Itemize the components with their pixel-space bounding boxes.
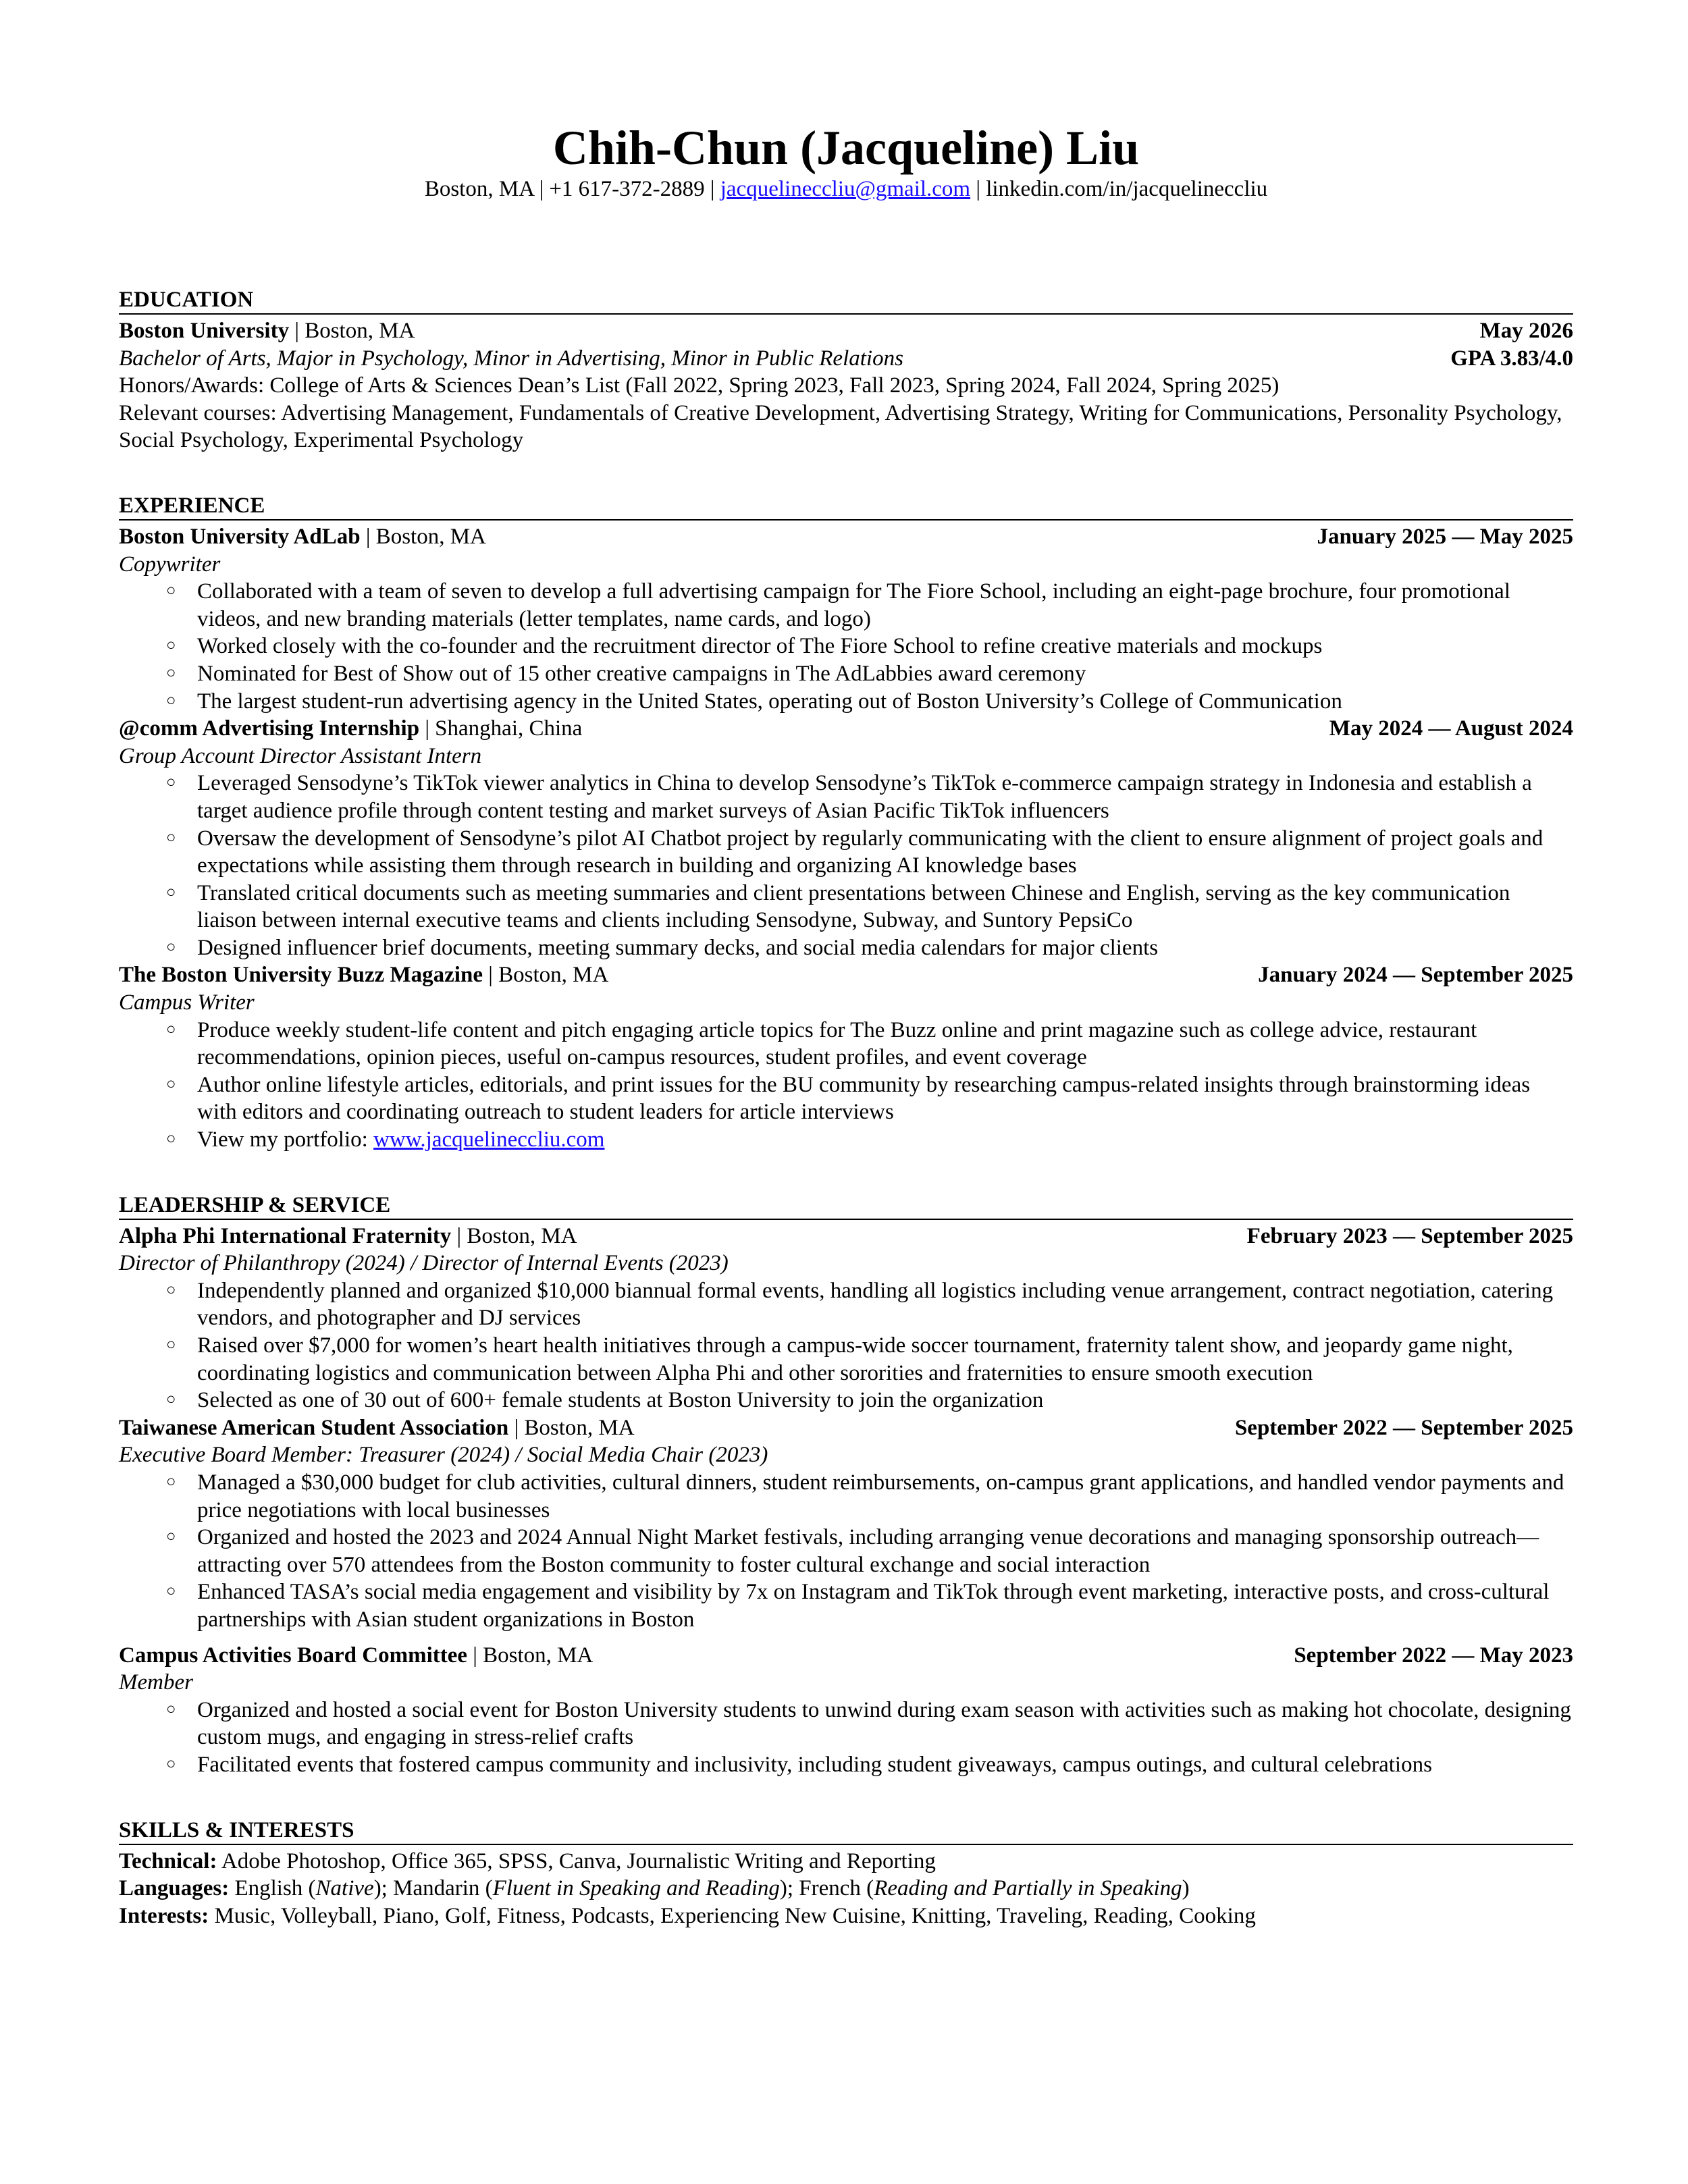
bullet: ○ Worked closely with the co-founder and the recruitment director of The Fiore School to refine creative materials and mockups (197, 633, 1573, 660)
job-date: May 2024 — August 2024 (1329, 716, 1573, 741)
education-heading: EDUCATION (119, 286, 1573, 315)
job-role: Group Account Director Assistant Intern (119, 743, 482, 768)
contact-phone: +1 617-372-2889 (549, 177, 705, 201)
leadership-date: February 2023 — September 2025 (1246, 1223, 1573, 1248)
technical-skills: Technical: Adobe Photoshop, Office 365, SPSS, Canva, Journalistic Writing and Reporting (119, 1848, 936, 1873)
education-section (119, 286, 1573, 454)
contact-location: Boston, MA (424, 177, 534, 201)
education-degree-row (119, 345, 1573, 373)
bullet: ○ Nominated for Best of Show out of 15 other creative campaigns in The AdLabbies award ceremony (197, 660, 1573, 688)
relevant-courses: Relevant courses: Advertising Management, Fundamentals of Creative Development, Advertising Strategy, Writing for Communications, Personality Psychology, Social Psychology, Experimental Psychology (119, 400, 1562, 453)
bullet: ○ Translated critical documents such as meeting summaries and client presentations between Chinese and English, serving as the key communication liaison between internal executive teams and clients including Sensodyne, Subway, and Suntory PepsiCo (197, 880, 1573, 934)
job-date: January 2024 — September 2025 (1258, 963, 1573, 988)
leadership-heading: LEADERSHIP & SERVICE (119, 1192, 1573, 1220)
leadership-bullets (119, 1469, 1573, 1634)
leadership-org: Taiwanese American Student Association (119, 1415, 509, 1440)
bullet: ○ Designed influencer brief documents, meeting summary decks, and social media calendars for major clients (197, 934, 1573, 962)
job-date: January 2025 — May 2025 (1317, 524, 1573, 549)
leadership-bullets (119, 1697, 1573, 1779)
bullet: ○ Collaborated with a team of seven to develop a full advertising campaign for The Fiore School, including an eight-page brochure, four promotional videos, and new branding materials (letter templates, name cards, and logo) (197, 578, 1573, 633)
job-bullets (119, 1017, 1573, 1154)
leadership-bullets (119, 1277, 1573, 1414)
bullet: ○ Oversaw the development of Sensodyne’s pilot AI Chatbot project by regularly communicating with the client to ensure alignment of project goals and expectations while assisting them through research in building and organizing AI knowledge bases (197, 825, 1573, 880)
leadership-org: Alpha Phi International Fraternity (119, 1223, 452, 1248)
resume-content (119, 286, 1573, 1929)
leadership-date: September 2022 — September 2025 (1234, 1415, 1573, 1440)
leadership-entry: Alpha Phi International Fraternity | Boston, MA February 2023 — September 2025 Director of Philanthropy (2024) / Director of Internal Events (2023) ○ Independently planned and organized $10,000 biannual formal events, handling all logistics including venue arrangement, contract negotiation, catering vendors, and photographer and DJ services ○ Raised over $7,000 for women’s heart health initiatives through a campus-wide soccer tournament, fraternity talent show, and jeopardy game night, coordinating logistics and communication between Alpha Phi and other sororities and fraternities to ensure smooth execution ○ Selected as one of 30 out of 600+ female students at Boston University to join the organization (119, 1223, 1573, 1414)
honors: Honors/Awards: College of Arts & Sciences Dean’s List (Fall 2022, Spring 2023, Fall 2023, Spring 2024, Fall 2024, Spring 2025) (119, 373, 1280, 398)
bullet: ○ Facilitated events that fostered campus community and inclusivity, including student giveaways, campus outings, and cultural celebrations (197, 1751, 1573, 1779)
gpa: GPA 3.83/4.0 (1450, 346, 1573, 371)
degree: Bachelor of Arts, Major in Psychology, Minor in Advertising, Minor in Public Relations (119, 346, 903, 371)
resume-name: Chih-Chun (Jacqueline) Liu (552, 121, 1140, 175)
contact-email-link[interactable]: jacquelineccliu@gmail.com (720, 177, 971, 201)
portfolio-link[interactable]: www.jacquelineccliu.com (373, 1127, 605, 1152)
education-date: May 2026 (1479, 319, 1573, 343)
bullet: ○ Author online lifestyle articles, editorials, and print issues for the BU community by researching campus-related insights through brainstorming ideas with editors and coordinating outreach to student leaders for article interviews (197, 1071, 1573, 1126)
experience-section (119, 492, 1573, 1154)
bullet: ○ Organized and hosted a social event for Boston University students to unwind during exam season with activities such as making hot chocolate, designing custom mugs, and engaging in stress-relief crafts (197, 1697, 1573, 1751)
bullet: ○ Leveraged Sensodyne’s TikTok viewer analytics in China to develop Sensodyne’s TikTok e-commerce campaign strategy in Indonesia and establish a target audience profile through content testing and market surveys of Asian Pacific TikTok influencers (197, 770, 1573, 824)
school-name: Boston University (119, 319, 290, 343)
job-org: The Boston University Buzz Magazine (119, 963, 483, 988)
bullet: ○ Managed a $30,000 budget for club activities, cultural dinners, student reimbursements, on-campus grant applications, and handled vendor payments and price negotiations with local businesses (197, 1469, 1573, 1524)
job-bullets (119, 578, 1573, 715)
contact-line: Boston, MA | +1 617-372-2889 | jacquelineccliu@gmail.com | linkedin.com/in/jacquelineccliu (424, 177, 1268, 201)
leadership-role: Director of Philanthropy (2024) / Director of Internal Events (2023) (119, 1251, 729, 1276)
education-school-row: Boston University | Boston, MA May 2026 (119, 317, 1573, 345)
bullet: ○ Organized and hosted the 2023 and 2024 Annual Night Market festivals, including arranging venue decorations and managing sponsorship outreach—attracting over 570 attendees from the Boston community to foster cultural exchange and social interaction (197, 1524, 1573, 1578)
leadership-entry: Campus Activities Board Committee | Boston, MA September 2022 — May 2023 Member ○ Organized and hosted a social event for Boston University students to unwind during exam season with activities such as making hot chocolate, designing custom mugs, and engaging in stress-relief crafts ○ Facilitated events that fostered campus community and inclusivity, including student giveaways, campus outings, and cultural celebrations (119, 1642, 1573, 1779)
bullet: ○ The largest student-run advertising agency in the United States, operating out of Boston University’s College of Communication (197, 688, 1573, 716)
job-bullets (119, 770, 1573, 961)
leadership-entry: Taiwanese American Student Association | Boston, MA September 2022 — September 2025 Executive Board Member: Treasurer (2024) / Social Media Chair (2023) ○ Managed a $30,000 budget for club activities, cultural dinners, student reimbursements, on-campus grant applications, and handled vendor payments and price negotiations with local businesses ○ Organized and hosted the 2023 and 2024 Annual Night Market festivals, including arranging venue decorations and managing sponsorship outreach—attracting over 570 attendees from the Boston community to foster cultural exchange and social interaction ○ Enhanced TASA’s social media engagement and visibility by 7x on Instagram and TikTok through event marketing, interactive posts, and cross-cultural partnerships with Asian student organizations in Boston (119, 1414, 1573, 1634)
leadership-role: Member (119, 1670, 193, 1695)
job-entry: Boston University AdLab | Boston, MA January 2025 — May 2025 Copywriter ○ Collaborated with a team of seven to develop a full advertising campaign for The Fiore School, including an eight-page brochure, four promotional videos, and new branding materials (letter templates, name cards, and logo) ○ Worked closely with the co-founder and the recruitment director of The Fiore School to refine creative materials and mockups ○ Nominated for Best of Show out of 15 other creative campaigns in The AdLabbies award ceremony ○ The largest student-run advertising agency in the United States, operating out of Boston University’s College of Communication (119, 523, 1573, 715)
job-entry: @comm Advertising Internship | Shanghai, China May 2024 — August 2024 Group Account Director Assistant Intern ○ Leveraged Sensodyne’s TikTok viewer analytics in China to develop Sensodyne’s TikTok e-commerce campaign strategy in Indonesia and establish a target audience profile through content testing and market surveys of Asian Pacific TikTok influencers ○ Oversaw the development of Sensodyne’s pilot AI Chatbot project by regularly communicating with the client to ensure alignment of project goals and expectations while assisting them through research in building and organizing AI knowledge bases ○ Translated critical documents such as meeting summaries and client presentations between Chinese and English, serving as the key communication liaison between internal executive teams and clients including Sensodyne, Subway, and Suntory PepsiCo ○ Designed influencer brief documents, meeting summary decks, and social media calendars for major clients (119, 715, 1573, 961)
job-entry: The Boston University Buzz Magazine | Boston, MA January 2024 — September 2025 Campus Writer ○ Produce weekly student-life content and pitch engaging article topics for The Buzz online and print magazine such as college advice, restaurant recommendations, opinion pieces, useful on-campus resources, student profiles, and event coverage ○ Author online lifestyle articles, editorials, and print issues for the BU community by researching campus-related insights through brainstorming ideas with editors and coordinating outreach to student leaders for article interviews ○ View my portfolio: www.jacquelineccliu.com (119, 961, 1573, 1153)
bullet: ○ Produce weekly student-life content and pitch engaging article topics for The Buzz online and print magazine such as college advice, restaurant recommendations, opinion pieces, useful on-campus resources, student profiles, and event coverage (197, 1017, 1573, 1071)
bullet: ○ Independently planned and organized $10,000 biannual formal events, handling all logistics including venue arrangement, contract negotiation, catering vendors, and photographer and DJ services (197, 1277, 1573, 1332)
contact-linkedin: linkedin.com/in/jacquelineccliu (986, 177, 1268, 201)
leadership-section (119, 1192, 1573, 1779)
bullet: ○ Enhanced TASA’s social media engagement and visibility by 7x on Instagram and TikTok through event marketing, interactive posts, and cross-cultural partnerships with Asian student organizations in Boston (197, 1578, 1573, 1633)
interests: Interests: Music, Volleyball, Piano, Golf, Fitness, Podcasts, Experiencing New Cuisine, Knitting, Traveling, Reading, Cooking (119, 1903, 1256, 1928)
bullet: ○ Selected as one of 30 out of 600+ female students at Boston University to join the organization (197, 1387, 1573, 1414)
leadership-org: Campus Activities Board Committee (119, 1643, 468, 1668)
bullet: ○ Raised over $7,000 for women’s heart health initiatives through a campus-wide soccer tournament, fraternity talent show, and jeopardy game night, coordinating logistics and communication between Alpha Phi and other sororities and fraternities to ensure smooth execution (197, 1332, 1573, 1387)
job-org: Boston University AdLab (119, 524, 361, 549)
leadership-role: Executive Board Member: Treasurer (2024) / Social Media Chair (2023) (119, 1443, 768, 1468)
bullet: ○ View my portfolio: www.jacquelineccliu.com (197, 1126, 1573, 1154)
languages: Languages: English (Native); Mandarin (Fluent in Speaking and Reading); French (Reading and Partially in Speaking) (119, 1876, 1190, 1901)
job-org: @comm Advertising Internship (119, 716, 420, 741)
skills-section (119, 1817, 1573, 1930)
job-role: Copywriter (119, 552, 221, 577)
experience-heading: EXPERIENCE (119, 492, 1573, 521)
skills-heading: SKILLS & INTERESTS (119, 1817, 1573, 1845)
job-role: Campus Writer (119, 990, 255, 1015)
leadership-date: September 2022 — May 2023 (1294, 1643, 1573, 1668)
